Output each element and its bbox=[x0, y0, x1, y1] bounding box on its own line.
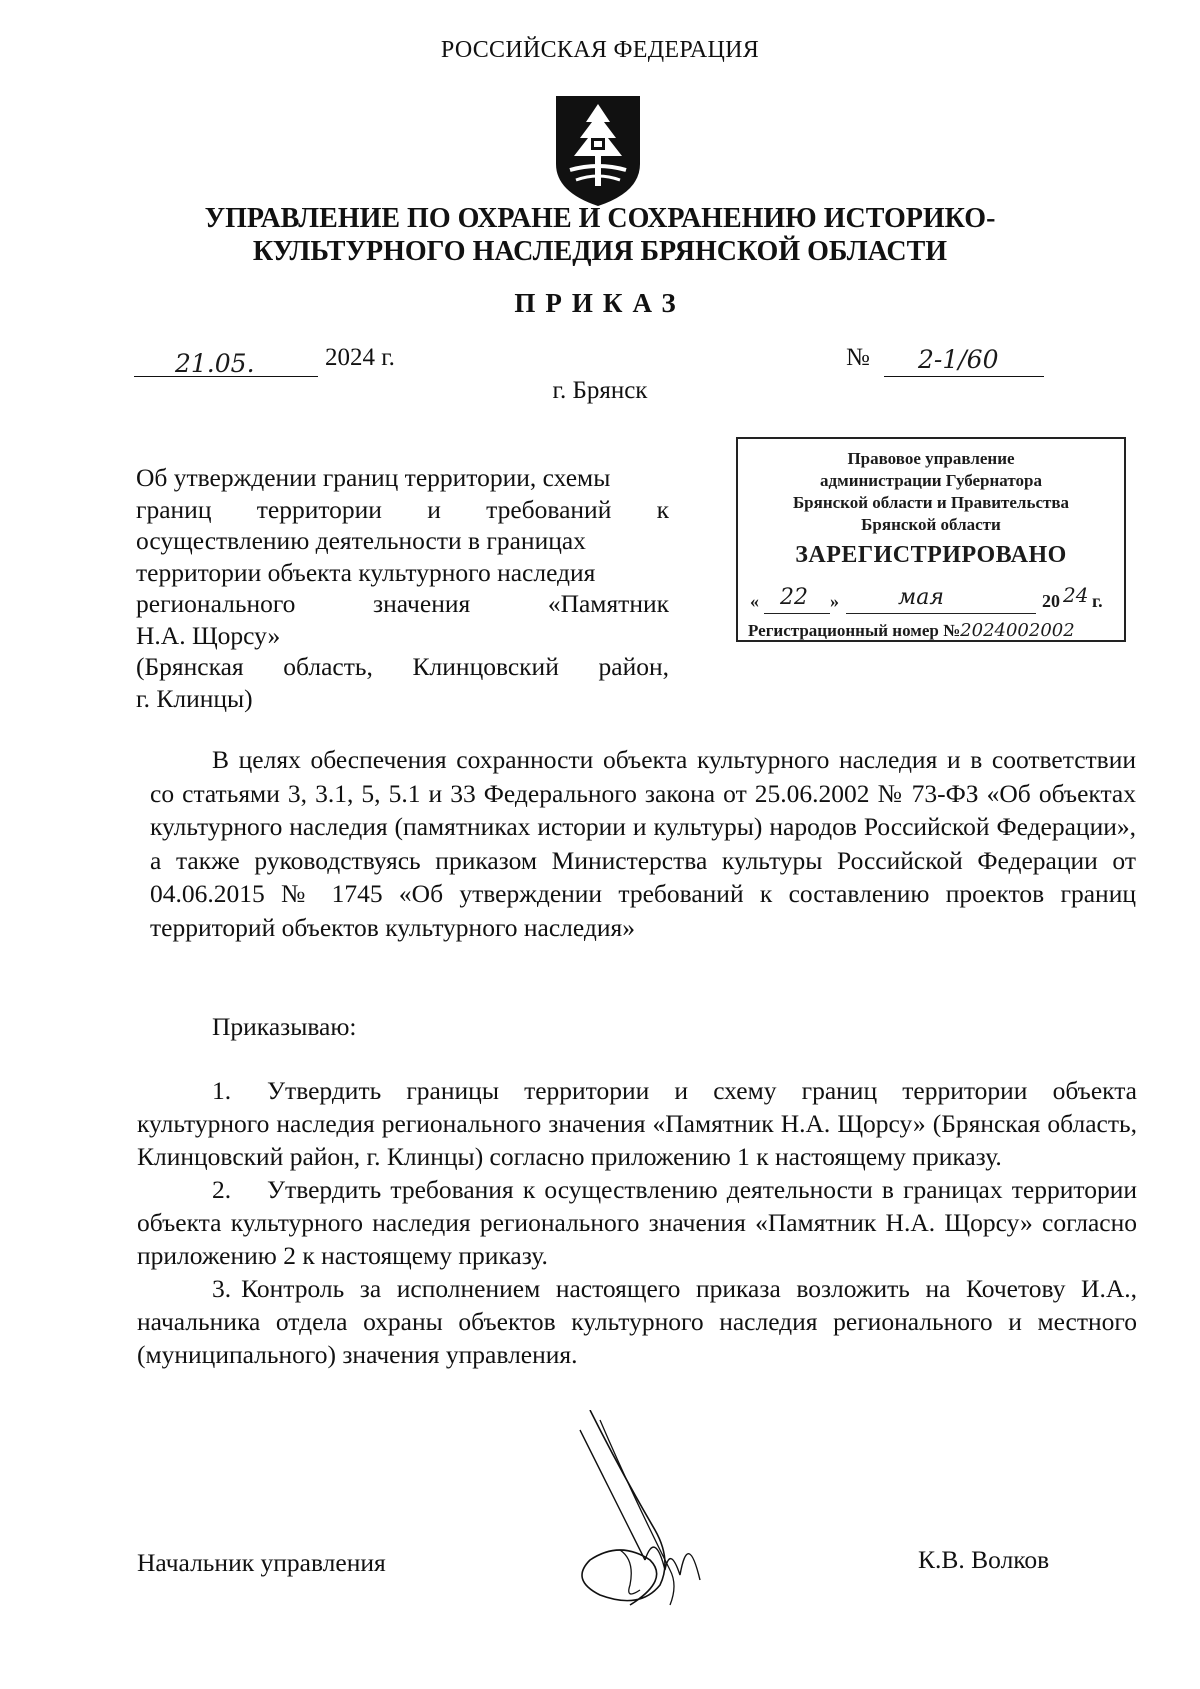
subject-line: границ территории и требований к bbox=[136, 494, 669, 524]
signatory-title: Начальник управления bbox=[137, 1548, 386, 1577]
handwritten-signature-icon bbox=[560, 1410, 710, 1620]
stamp-reg-row bbox=[748, 620, 1075, 641]
stamp-month-handwritten: мая bbox=[898, 585, 944, 610]
decree-item-2 bbox=[137, 1173, 1137, 1272]
subject-line: территории объекта культурного наследия bbox=[136, 557, 596, 587]
document-subject bbox=[136, 462, 669, 714]
signatory-name: К.В. Волков bbox=[918, 1545, 1050, 1574]
agency-title bbox=[150, 202, 1050, 268]
document-type: ПРИКАЗ bbox=[514, 288, 686, 318]
handwritten-date: 21.05. bbox=[175, 349, 255, 378]
coat-of-arms-bryansk-icon bbox=[548, 92, 648, 210]
decree-item-3 bbox=[137, 1272, 1137, 1371]
decree-word: Приказываю: bbox=[212, 1012, 357, 1041]
item-number: 3. bbox=[212, 1274, 232, 1303]
stamp-line: Правовое управление bbox=[847, 449, 1015, 468]
preamble-text: В целях обеспечения сохранности объекта культурного наследия и в соответствии со статьями 3, 3.1, 5, 5.1 и 33 Федерального закона от 25.06.2002 № 73-ФЗ «Об объектах культурного наследия (памятниках истории и культуры) народов Российской Федерации», а также руководствуясь приказом Министерства культуры Российской Федерации от 04.06.2015 № 1745 «Об утверждении требований к составлению проектов границ территорий объектов культурного наследия» bbox=[150, 745, 1136, 942]
decree-item-1 bbox=[137, 1074, 1137, 1173]
stamp-day-handwritten: 22 bbox=[780, 585, 808, 610]
stamp-reg-number: 2024002002 bbox=[960, 620, 1075, 641]
stamp-date-line bbox=[750, 583, 1114, 617]
subject-line: (Брянская область, Клинцовский район, bbox=[136, 652, 669, 681]
subject-line: Об утверждении границ территории, схемы bbox=[136, 463, 611, 492]
item-number: 2. bbox=[212, 1175, 232, 1204]
subject-line: осуществлению деятельности в границах bbox=[136, 526, 586, 555]
number-sign: № bbox=[846, 344, 870, 371]
item-text: Утвердить границы территории и схему границ территории объекта культурного наследия регионального значения «Памятник Н.А. Щорсу» (Брянская область, Клинцовский район, г. Клинцы) согласно приложению 1 к настоящему приказу. bbox=[137, 1076, 1137, 1171]
city: г. Брянск bbox=[552, 377, 648, 404]
stamp-line: администрации Губернатора bbox=[820, 471, 1042, 490]
country-heading: РОССИЙСКАЯ ФЕДЕРАЦИЯ bbox=[440, 37, 760, 63]
item-text: Утвердить требования к осуществлению деятельности в границах территории объекта культурного наследия регионального значения «Памятник Н.А. Щорсу» согласно приложению 2 к настоящему приказу. bbox=[137, 1175, 1137, 1270]
item-text: Контроль за исполнением настоящего приказа возложить на Кочетову И.А., начальника отдела охраны объектов культурного наследия регионального и местного (муниципального) значения управления. bbox=[137, 1274, 1137, 1369]
registration-stamp bbox=[736, 437, 1126, 642]
stamp-year-suffix: г. bbox=[1092, 591, 1103, 611]
stamp-quote-open: « bbox=[750, 591, 759, 611]
stamp-line: Брянской области bbox=[861, 515, 1001, 534]
agency-title-line2: КУЛЬТУРНОГО НАСЛЕДИЯ БРЯНСКОЙ ОБЛАСТИ bbox=[252, 236, 948, 267]
stamp-year-prefix: 20 bbox=[1042, 591, 1060, 611]
subject-line: Н.А. Щорсу» bbox=[136, 620, 281, 650]
handwritten-number: 2-1/60 bbox=[918, 345, 999, 374]
stamp-line: Брянской области и Правительства bbox=[792, 493, 1070, 512]
item-number: 1. bbox=[212, 1076, 232, 1105]
agency-title-line1: УПРАВЛЕНИЕ ПО ОХРАНЕ И СОХРАНЕНИЮ ИСТОРИКО- bbox=[204, 203, 996, 234]
stamp-quote-close: » bbox=[830, 591, 839, 611]
stamp-reg-label: Регистрационный номер № bbox=[748, 621, 961, 640]
stamp-registered: ЗАРЕГИСТРИРОВАНО bbox=[795, 542, 1067, 568]
stamp-year-handwritten: 24 bbox=[1063, 583, 1089, 607]
date-year: 2024 г. bbox=[325, 344, 395, 371]
preamble-paragraph bbox=[150, 743, 1136, 944]
subject-line: г. Клинцы) bbox=[136, 683, 253, 713]
subject-line: регионального значения «Памятник bbox=[136, 589, 669, 618]
decree-items bbox=[137, 1074, 1137, 1371]
